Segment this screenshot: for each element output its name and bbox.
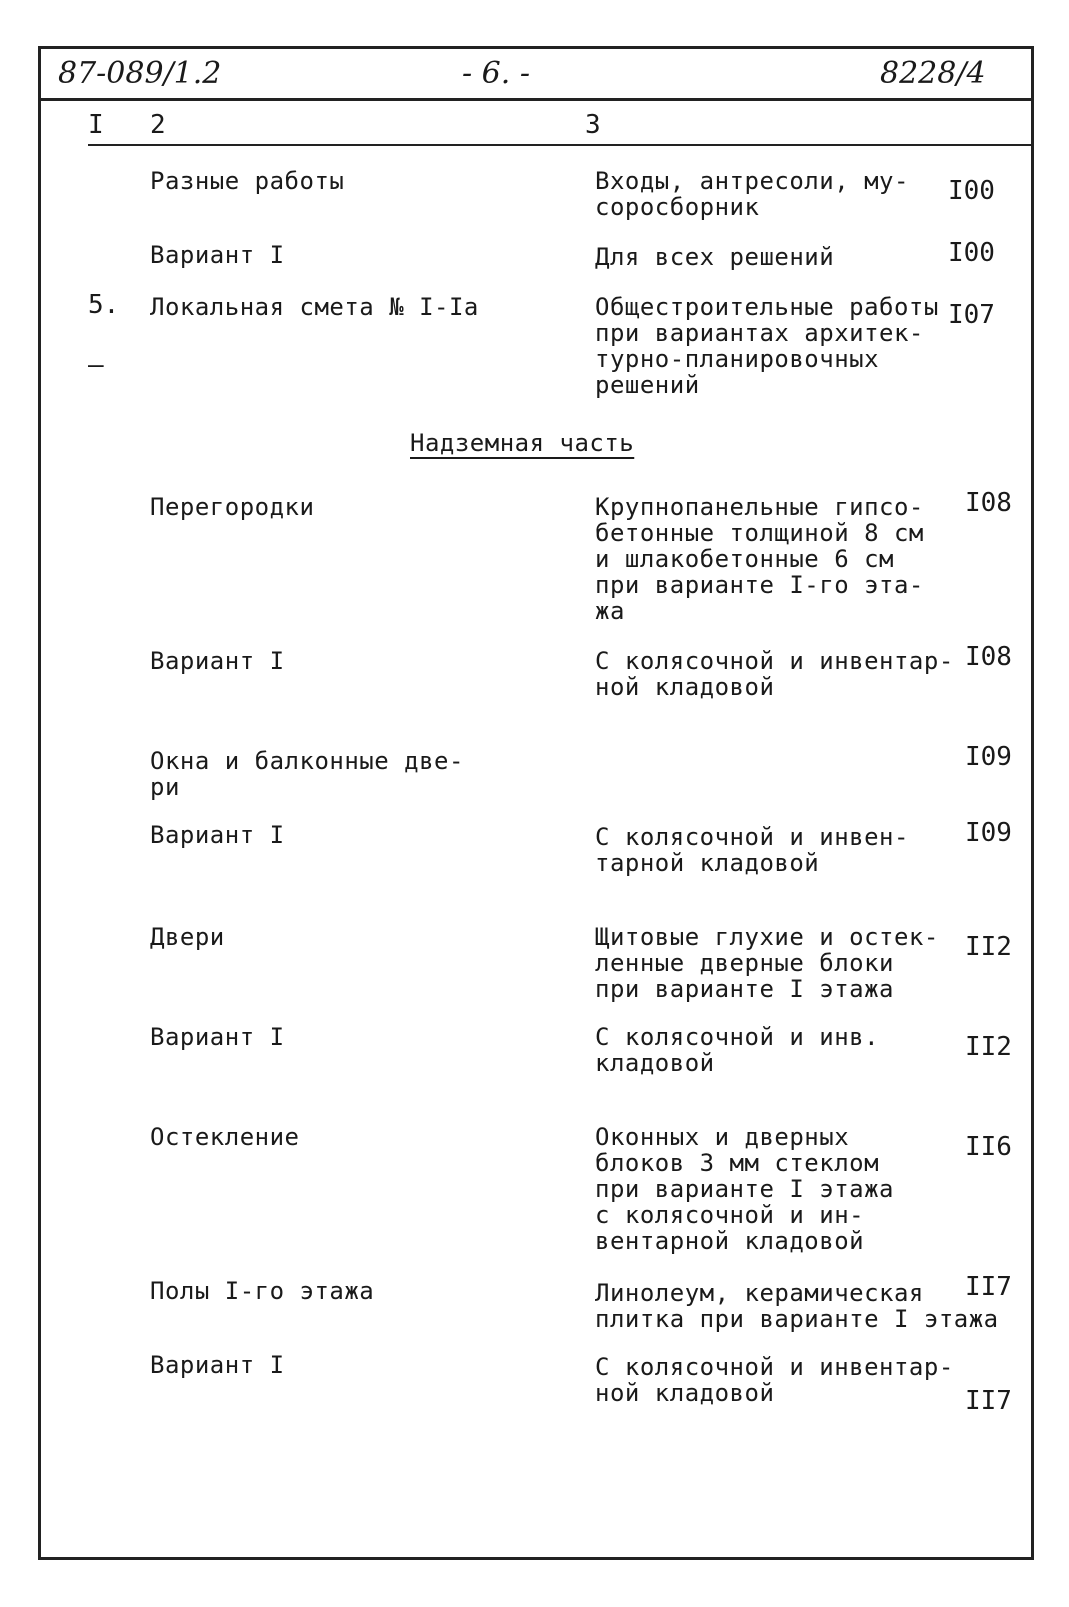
item-name: Остекление [150,1123,300,1151]
item-page: I08 [965,488,1012,518]
item-description: при варианте I этажа [595,1175,894,1203]
item-description: С колясочной и инв. [595,1023,880,1051]
item-description: ленные дверные блоки [595,949,894,977]
item-description: ной кладовой [595,1379,775,1407]
item-description: при варианте I этажа [595,975,894,1003]
item-page: II2 [965,1032,1012,1062]
item-page: II2 [965,932,1012,962]
item-description: С колясочной и инвентар- [595,647,954,675]
item-description: и шлакобетонные 6 см [595,545,894,573]
header-divider [38,98,1034,101]
item-name: Вариант I [150,1351,285,1379]
item-description: бетонные толщиной 8 см [595,519,924,547]
item-page: I00 [948,238,995,268]
item-name: Вариант I [150,821,285,849]
item-description: вентарной кладовой [595,1227,865,1255]
item-description: Линолеум, керамическая [595,1279,924,1307]
item-description: блоков 3 мм стеклом [595,1149,880,1177]
item-description: Общестроительные работы [595,293,939,321]
item-name: Локальная смета № I-Iа [150,293,479,321]
section-heading: Надземная часть [410,429,635,457]
item-description: Крупнопанельные гипсо- [595,493,924,521]
item-description: решений [595,371,700,399]
column-header-1: I [88,110,104,140]
item-description: С колясочной и инвен- [595,823,909,851]
item-description: с колясочной и ин- [595,1201,865,1229]
column-header-2: 2 [150,110,166,140]
item-description: соросборник [595,193,760,221]
column-header-divider [88,144,1034,146]
item-name: Перегородки [150,493,315,521]
item-page: II7 [965,1272,1012,1302]
item-description: С колясочной и инвентар- [595,1353,954,1381]
item-description: кладовой [595,1049,715,1077]
item-name: Вариант I [150,647,285,675]
item-description: плитка при варианте I этажа [595,1305,999,1333]
item-name: Вариант I [150,241,285,269]
item-description: тарной кладовой [595,849,820,877]
item-description: турно-планировочных [595,345,880,373]
sheet-code: 8228/4 [880,56,986,91]
document-code: 87-089/1.2 [58,56,222,91]
item-name: ри [150,773,180,801]
item-name: Разные работы [150,167,345,195]
item-description: ной кладовой [595,673,775,701]
item-description: Щитовые глухие и остек- [595,923,939,951]
item-name: Полы I-го этажа [150,1277,375,1305]
item-page: I09 [965,818,1012,848]
item-description: жа [595,597,625,625]
item-page: I09 [965,742,1012,772]
item-name: Двери [150,923,225,951]
item-name: Вариант I [150,1023,285,1051]
item-page: II7 [965,1386,1012,1416]
item-description: при вариантах архитек- [595,319,924,347]
item-description: Оконных и дверных [595,1123,850,1151]
column-header-3: 3 [585,110,601,140]
item-page: I00 [948,176,995,206]
page-number: - 6. - [462,56,530,91]
item-description: при варианте I-го эта- [595,571,924,599]
item-page: II6 [965,1132,1012,1162]
item-description: Входы, антресоли, му- [595,167,909,195]
item-name: Окна и балконные две- [150,747,464,775]
item-dash: – [88,350,104,380]
item-description: Для всех решений [595,243,835,271]
item-index: 5. [88,290,120,320]
item-page: I07 [948,300,995,330]
item-page: I08 [965,642,1012,672]
